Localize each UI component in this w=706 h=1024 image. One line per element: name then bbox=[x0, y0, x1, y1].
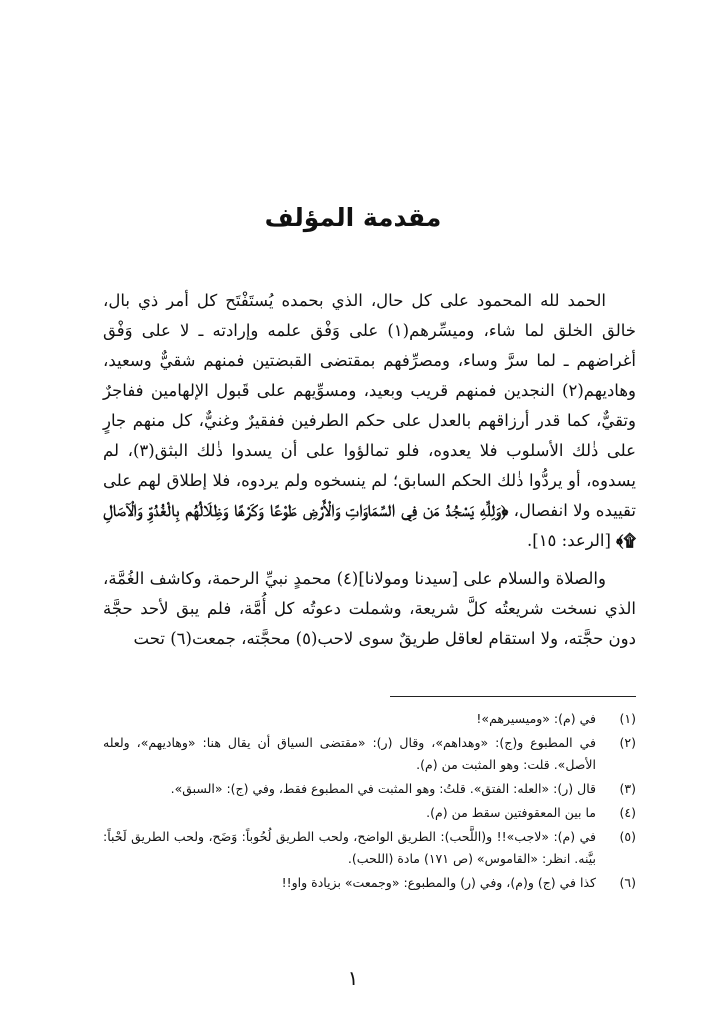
footnote-number: (٤) bbox=[619, 805, 636, 820]
footnote-item bbox=[103, 708, 636, 730]
footnote-number: (٥) bbox=[619, 829, 636, 844]
verse-reference: [الرعد: ١٥]. bbox=[527, 531, 611, 550]
page-number: ١ bbox=[347, 966, 359, 990]
footnote-divider bbox=[390, 696, 636, 697]
footnote-item bbox=[103, 826, 636, 870]
footnotes bbox=[103, 708, 636, 896]
paragraph-praise bbox=[103, 286, 636, 556]
footnote-item bbox=[103, 872, 636, 894]
footnote-item bbox=[103, 732, 636, 776]
footnote-item bbox=[103, 778, 636, 800]
footnote-number: (٣) bbox=[619, 781, 636, 796]
quran-verse: ﴿وَلِلَّهِ يَسْجُدُ مَن فِي السَّمَاوَاتِ وَالْأَرْضِ طَوْعًا وَكَرْهًا وَظِلَالُهُم بِالْغُدُوِّ وَالْآصَالِ ۩﴾ bbox=[103, 501, 636, 550]
page-title: مقدمة المؤلف bbox=[264, 203, 442, 232]
footnote-text: في (م): «وميسيرهم»! bbox=[476, 711, 596, 726]
paragraph-praise-text: الحمد لله المحمود على كل حال، الذي بحمده يُستَفْتَح كل أمر ذي بال، خالق الخلق لما شاء، وميسِّرهم(١) على وَفْق علمه وإرادته ـ لا على وَفْق أغراضهم ـ لما سرَّ وساء، ومصرِّفهم بمقتضى القبضتين فمنهم شقيٌّ وسعيد، وهاديهم(٢) النجدين فمنهم قريب وبعيد، ومسوِّيهم على قَبول الإلهامين ففاجرٌ وتقيٌّ، كما قدر أرزاقهم بالعدل على حكم الطرفين ففقيرٌ وغنيٌّ، كل منهم جارٍ على ذٰلك الأسلوب فلا يعدوه، فلو تمالؤوا على أن يسدوا ذٰلك البثق(٣)، لم يسدوه، أو يردُّوا ذٰلك الحكم السابق؛ لم ينسخوه ولم يردوه، فلا إطلاق لهم على تقييده ولا انفصال، bbox=[103, 291, 636, 520]
footnote-text: ما بين المعقوفتين سقط من (م). bbox=[426, 805, 596, 820]
footnote-text: قال (ر): «العله: الفتق». قلتُ: وهو المثبت في المطبوع فقط، وفي (ج): «السبق». bbox=[170, 781, 596, 796]
footnote-text: في (م): «لاجب»!! و(اللَّحب): الطريق الواضح، ولحب الطريق لُحُوباً: وَضَح، ولحب الطريق لَحْباً: بيَّنه. انظر: «القاموس» (ص ١٧١) مادة (اللحب). bbox=[103, 829, 596, 866]
footnote-item bbox=[103, 802, 636, 824]
footnote-text: في المطبوع و(ج): «وهداهم»، وقال (ر): «مقتضى السياق أن يقال هنا: «وهاديهم»، ولعله الأصل». قلت: وهو المثبت من (م). bbox=[103, 735, 596, 772]
main-text bbox=[103, 286, 636, 654]
footnote-text: كذا في (ج) و(م)، وفي (ر) والمطبوع: «وجمعت» بزيادة واو!! bbox=[281, 875, 596, 890]
footnote-number: (٦) bbox=[619, 875, 636, 890]
footnote-number: (١) bbox=[619, 711, 636, 726]
footnote-number: (٢) bbox=[619, 735, 636, 750]
paragraph-salutation: والصلاة والسلام على [سيدنا ومولانا](٤) محمدٍ نبيِّ الرحمة، وكاشف الغُمَّة، الذي نسخت شريعتُه كلَّ شريعة، وشملت دعوتُه كل أُمَّة، فلم يبق لأحد حجَّة دون حجَّته، ولا استقام لعاقل طريقٌ سوى لاحب(٥) محجَّته، جمعت(٦) تحت bbox=[103, 569, 636, 648]
